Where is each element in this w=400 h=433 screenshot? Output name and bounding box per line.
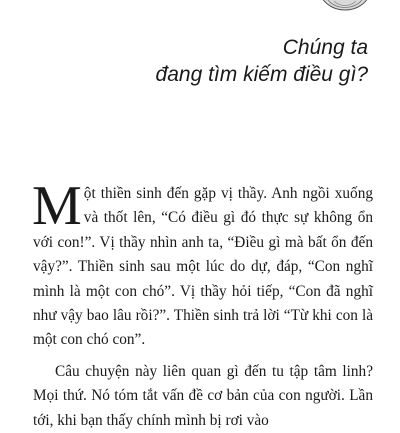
story-body xyxy=(32,175,373,433)
drop-cap: M xyxy=(32,175,82,237)
chapter-title-line-2: đang tìm kiếm điều gì? xyxy=(155,63,368,86)
paragraph-1-text: ột thiền sinh đến gặp vị thầy. Anh ngồi xuống và thốt lên, “Có điều gì đó thực sự không ổn với con!”. Vị thầy nhìn anh ta, “Điều gì mà bất ổn đến vậy?”. Thiền sinh sau một lúc do dự, đáp, “Con nghĩ mình là một con chó”. Vị thầy hỏi tiếp, “Con đã nghĩ như vậy bao lâu rồi?”. Thiền sinh trả lời “Từ khi con là một con chó con”. xyxy=(33,185,373,349)
chapter-title-line-1: Chúng ta xyxy=(282,36,368,59)
decorative-ornament-icon xyxy=(320,0,370,16)
story-paragraph-1 xyxy=(32,175,373,353)
story-paragraph-2: Câu chuyện này liên quan gì đến tu tập tâm linh? Mọi thứ. Nó tóm tắt vấn đề cơ bản của con người. Lần tới, khi bạn thấy chính mình bị rơi vào xyxy=(33,362,373,429)
chapter-title xyxy=(68,34,368,88)
